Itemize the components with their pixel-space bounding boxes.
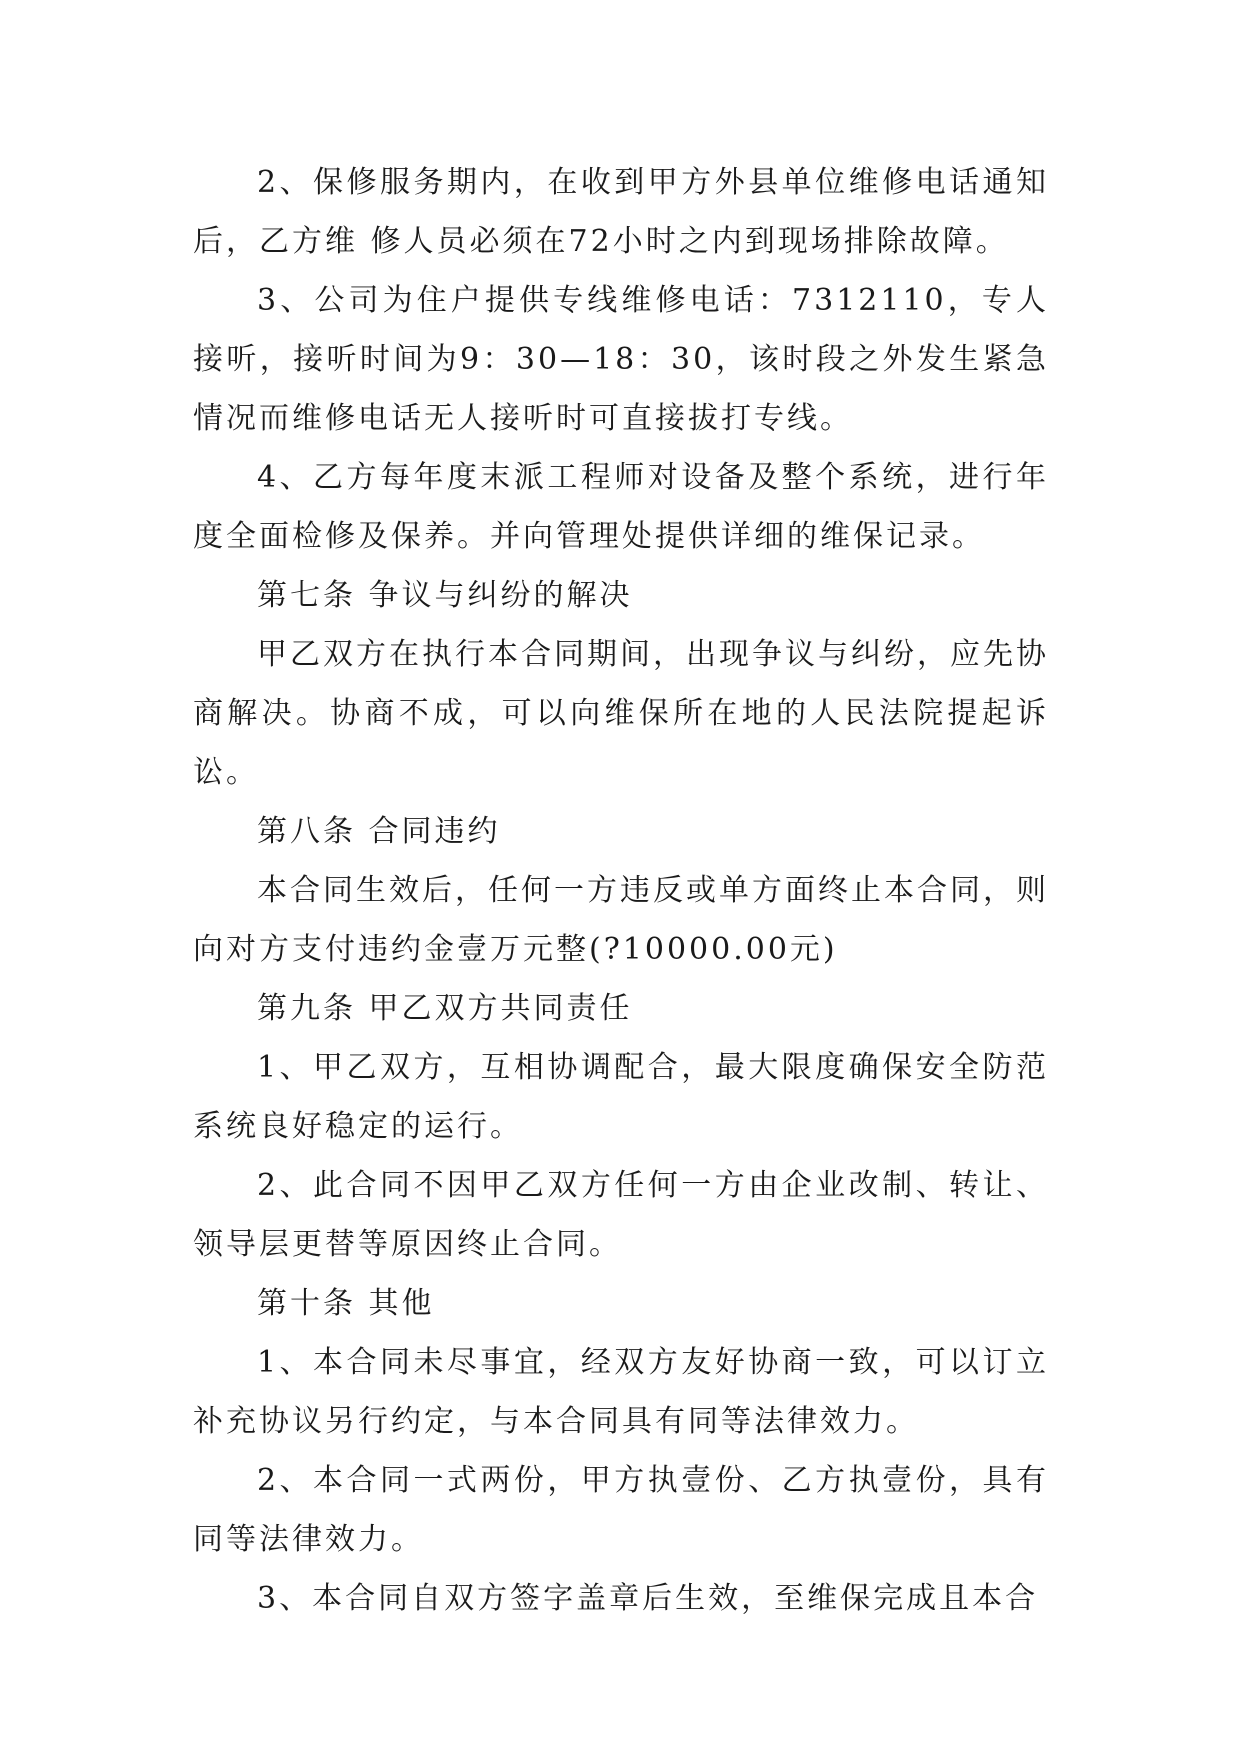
paragraph-repair-72h: 2、保修服务期内，在收到甲方外县单位维修电话通知后，乙方维 修人员必须在72小时之内到现场排除故障。: [193, 165, 1049, 259]
paragraph-breach-penalty: 本合同生效后，任何一方违反或单方面终止本合同，则向对方支付违约金壹万元整(?10000.00元): [193, 873, 1049, 967]
paragraph-copies: 2、本合同一式两份，甲方执壹份、乙方执壹份，具有同等法律效力。: [193, 1463, 1049, 1557]
paragraph-annual-inspection: 4、乙方每年度末派工程师对设备及整个系统，进行年度全面检修及保养。并向管理处提供详细的维保记录。: [193, 460, 1049, 554]
paragraph-supplementary: 1、本合同未尽事宜，经双方友好协商一致，可以订立补充协议另行约定，与本合同具有同等法律效力。: [193, 1345, 1049, 1439]
paragraph-cooperation: 1、甲乙双方，互相协调配合，最大限度确保安全防范系统良好稳定的运行。: [193, 1050, 1049, 1144]
paragraph-dispute-resolution: 甲乙双方在执行本合同期间，出现争议与纠纷，应先协商解决。协商不成，可以向维保所在地的人民法院提起诉讼。: [193, 637, 1049, 790]
paragraph-effective-date: 3、本合同自双方签字盖章后生效，至维保完成且本合: [257, 1581, 1039, 1616]
document-body: [193, 153, 1049, 1628]
paragraph-no-termination: 2、此合同不因甲乙双方任何一方由企业改制、转让、领导层更替等原因终止合同。: [193, 1168, 1049, 1262]
paragraph-hotline: 3、公司为住户提供专线维修电话：7312110，专人接听，接听时间为9：30—18：30，该时段之外发生紧急情况而维修电话无人接听时可直接拔打专线。: [193, 283, 1049, 436]
heading-article-9: 第九条 甲乙双方共同责任: [257, 991, 633, 1026]
heading-article-7: 第七条 争议与纠纷的解决: [257, 578, 633, 613]
heading-article-10: 第十条 其他: [257, 1286, 435, 1321]
heading-article-8: 第八条 合同违约: [257, 814, 501, 849]
